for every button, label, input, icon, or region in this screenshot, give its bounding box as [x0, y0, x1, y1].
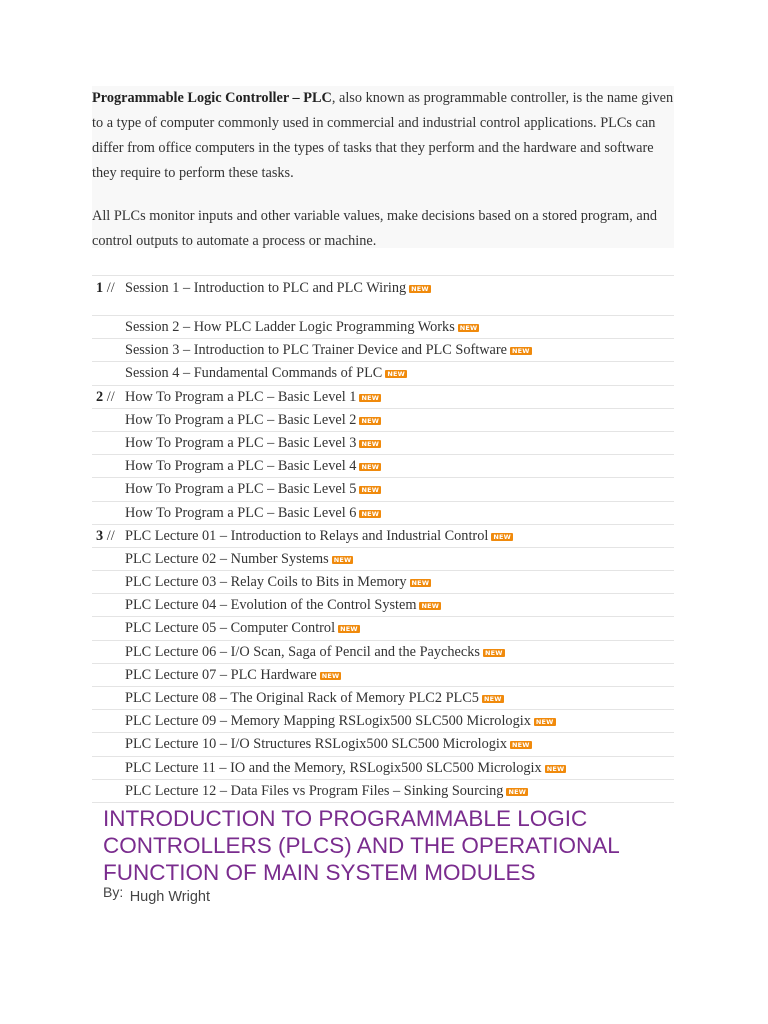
intro-paragraph-1 [92, 86, 674, 186]
lesson-row[interactable] [92, 525, 674, 548]
lesson-row[interactable] [92, 641, 674, 664]
document-title: INTRODUCTION TO PROGRAMMABLE LOGIC CONTROLLERS (PLCS) AND THE OPERATIONAL FUNCTION OF MAIN SYSTEM MODULES [103, 806, 619, 885]
lesson-title[interactable]: PLC Lecture 09 – Memory Mapping RSLogix500 SLC500 Micrologix [125, 713, 531, 730]
by-label: By: [103, 884, 124, 900]
lesson-title[interactable]: PLC Lecture 05 – Computer Control [125, 620, 336, 637]
lesson-title[interactable]: How To Program a PLC – Basic Level 1 [125, 388, 357, 405]
lesson-link[interactable] [125, 362, 407, 384]
lesson-row[interactable] [92, 502, 674, 525]
lesson-link[interactable] [125, 687, 504, 709]
section-number [96, 386, 115, 408]
lesson-link[interactable] [125, 455, 381, 477]
new-badge-icon: NEW [483, 695, 502, 703]
new-badge-icon: NEW [512, 347, 530, 356]
new-badge-icon: NEW [411, 579, 430, 588]
lesson-row[interactable] [92, 478, 674, 501]
lesson-title[interactable]: PLC Lecture 06 – I/O Scan, Saga of Pencil and the Paychecks [125, 643, 480, 660]
new-badge-icon: NEW [361, 509, 380, 518]
lesson-row[interactable] [92, 409, 674, 432]
lesson-title[interactable]: How To Program a PLC – Basic Level 5 [125, 481, 357, 498]
lesson-row[interactable] [92, 687, 674, 710]
new-badge-icon: NEW [535, 718, 554, 727]
lesson-row[interactable] [92, 455, 674, 478]
lesson-row[interactable] [92, 548, 674, 571]
lesson-link[interactable] [125, 757, 566, 779]
lesson-link[interactable] [125, 525, 513, 547]
new-badge-icon: NEW [493, 532, 511, 541]
lesson-link[interactable] [125, 664, 341, 686]
lesson-link[interactable] [125, 339, 532, 361]
lesson-link[interactable] [125, 409, 381, 431]
lesson-row[interactable] [92, 432, 674, 455]
lesson-link[interactable] [125, 710, 556, 732]
new-badge-icon: NEW [321, 671, 340, 680]
new-badge-icon: NEW [361, 486, 380, 495]
lesson-link[interactable] [125, 617, 360, 639]
lesson-link[interactable] [125, 276, 431, 300]
section-number [96, 525, 115, 547]
lesson-title[interactable]: PLC Lecture 07 – PLC Hardware [125, 666, 317, 683]
lesson-title[interactable]: Session 2 – How PLC Ladder Logic Programming Works [125, 319, 455, 335]
new-badge-icon: NEW [361, 393, 380, 402]
lesson-title[interactable]: PLC Lecture 02 – Number Systems [125, 550, 329, 567]
new-badge-icon: NEW [333, 555, 352, 564]
section-number [96, 276, 115, 300]
new-badge-icon: NEW [340, 625, 358, 634]
new-badge-icon: NEW [387, 370, 406, 379]
lesson-title[interactable]: PLC Lecture 08 – The Original Rack of Memory PLC2 PLC5 [125, 690, 479, 706]
lesson-title[interactable]: PLC Lecture 10 – I/O Structures RSLogix500 SLC500 Micrologix [125, 736, 508, 753]
lesson-row[interactable] [92, 316, 674, 339]
new-badge-icon: NEW [512, 741, 530, 750]
lesson-row[interactable] [92, 733, 674, 756]
lesson-title[interactable]: How To Program a PLC – Basic Level 2 [125, 411, 357, 428]
lesson-title[interactable]: How To Program a PLC – Basic Level 6 [125, 504, 357, 521]
lesson-title[interactable]: How To Program a PLC – Basic Level 3 [125, 434, 357, 451]
new-badge-icon: NEW [421, 602, 440, 611]
lesson-title[interactable]: How To Program a PLC – Basic Level 4 [125, 458, 357, 475]
new-badge-icon: NEW [484, 648, 503, 657]
author-name: Hugh Wright [129, 889, 211, 905]
lesson-link[interactable] [125, 733, 532, 755]
new-badge-icon: NEW [459, 324, 478, 332]
section-separator: // [103, 280, 115, 296]
lesson-link[interactable] [125, 571, 431, 593]
new-badge-icon: NEW [361, 439, 380, 448]
section-number-value: 2 [96, 388, 104, 405]
lesson-row[interactable] [92, 571, 674, 594]
lesson-row[interactable] [92, 339, 674, 362]
lesson-title[interactable]: Session 4 – Fundamental Commands of PLC [125, 365, 383, 382]
new-badge-icon: NEW [361, 416, 380, 425]
intro-definition: , also known as programmable controller, is the name given to a type of computer commonly used in commercial and industrial control applications. PLCs can differ from office computers in the types of tasks that they perform and the hardware and software they require to perform these tasks. [92, 90, 674, 181]
lesson-title[interactable]: Session 3 – Introduction to PLC Trainer Device and PLC Software [125, 342, 508, 359]
section-separator: // [103, 527, 115, 544]
intro-paragraph-2: All PLCs monitor inputs and other variable values, make decisions based on a stored program, and control outputs to automate a process or machine. [92, 208, 657, 249]
lesson-link[interactable] [125, 548, 353, 570]
lesson-row[interactable] [92, 617, 674, 640]
lesson-row[interactable] [92, 276, 674, 316]
lesson-link[interactable] [125, 316, 479, 338]
new-badge-icon: NEW [411, 285, 429, 293]
lesson-link[interactable] [125, 502, 381, 524]
new-badge-icon: NEW [546, 764, 565, 773]
section-number-value: 1 [96, 280, 104, 296]
new-badge-icon: NEW [508, 787, 527, 796]
lesson-list [92, 275, 674, 803]
lesson-title[interactable]: PLC Lecture 04 – Evolution of the Control System [125, 597, 417, 614]
lesson-link[interactable] [125, 594, 441, 616]
byline [103, 884, 210, 906]
new-badge-icon: NEW [361, 463, 380, 472]
intro-box [92, 86, 674, 248]
lesson-link[interactable] [125, 641, 505, 663]
lesson-title[interactable]: PLC Lecture 11 – IO and the Memory, RSLogix500 SLC500 Micrologix [125, 759, 542, 776]
lesson-link[interactable] [125, 780, 528, 802]
lesson-row[interactable] [92, 386, 674, 409]
lesson-row[interactable] [92, 594, 674, 617]
lesson-row[interactable] [92, 780, 674, 803]
lesson-row[interactable] [92, 710, 674, 733]
intro-term: Programmable Logic Controller – PLC [92, 90, 332, 106]
lesson-row[interactable] [92, 664, 674, 687]
section-number-value: 3 [96, 527, 104, 544]
lesson-row[interactable] [92, 362, 674, 385]
lesson-title[interactable]: PLC Lecture 03 – Relay Coils to Bits in Memory [125, 574, 407, 591]
lesson-title[interactable]: PLC Lecture 12 – Data Files vs Program Files – Sinking Sourcing [125, 782, 504, 799]
lesson-title[interactable]: Session 1 – Introduction to PLC and PLC Wiring [125, 280, 407, 296]
section-separator: // [103, 388, 115, 405]
lesson-title[interactable]: PLC Lecture 01 – Introduction to Relays and Industrial Control [125, 527, 489, 544]
lesson-link[interactable] [125, 432, 381, 454]
lesson-link[interactable] [125, 478, 381, 500]
lesson-row[interactable] [92, 757, 674, 780]
lesson-link[interactable] [125, 386, 381, 408]
